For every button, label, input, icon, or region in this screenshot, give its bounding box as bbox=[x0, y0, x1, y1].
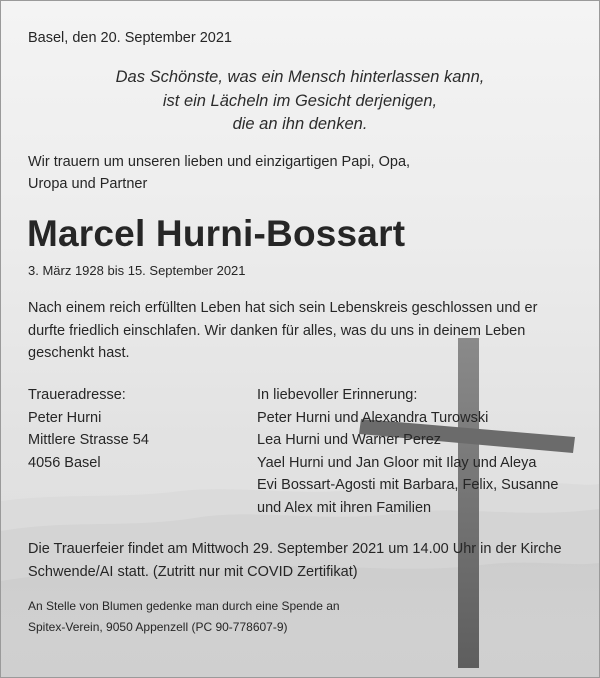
remembrance-line: Lea Hurni und Warner Perez bbox=[257, 432, 442, 448]
ceremony-info bbox=[28, 538, 583, 583]
paragraph-line: durfte friedlich einschlafen. Wir danken für alles, was du uns in deinem Leben bbox=[28, 322, 526, 339]
ceremony-line: Die Trauerfeier findet am Mittwoch 29. September 2021 um 14.00 Uhr in der Kirche bbox=[28, 541, 562, 557]
remembrance-label: In liebevoller Erinnerung: bbox=[257, 387, 418, 403]
address-label: Traueradresse: bbox=[28, 387, 126, 403]
remembrance-line: und Alex mit ihren Familien bbox=[257, 499, 432, 516]
paragraph-line: Nach einem reich erfüllten Leben hat sich sein Lebenskreis geschlossen und er bbox=[28, 300, 538, 316]
quote-line: die an ihn denken. bbox=[232, 115, 368, 133]
donation-line: An Stelle von Blumen gedenke man durch eine Spende an bbox=[28, 599, 340, 613]
quote-line: ist ein Lächeln im Gesicht derjenigen, bbox=[162, 91, 438, 110]
life-dates: 3. März 1928 bis 15. September 2021 bbox=[28, 263, 246, 278]
intro-line: Wir trauern um unseren lieben und einzigartigen Papi, Opa, bbox=[28, 154, 411, 170]
address-line: Mittlere Strasse 54 bbox=[28, 432, 149, 448]
notice-content bbox=[1, 1, 599, 677]
mourning-address bbox=[28, 384, 228, 474]
ceremony-line: Schwende/AI statt. (Zutritt nur mit COVID Zertifikat) bbox=[28, 563, 358, 580]
remembrance-line: Peter Hurni und Alexandra Turowski bbox=[257, 409, 489, 426]
address-line: Peter Hurni bbox=[28, 409, 102, 426]
deceased-name: Marcel Hurni-Bossart bbox=[27, 213, 406, 254]
intro-line: Uropa und Partner bbox=[28, 176, 148, 192]
mourning-intro bbox=[28, 151, 548, 195]
donation-line: Spitex-Verein, 9050 Appenzell (PC 90-778607-9) bbox=[28, 620, 288, 634]
quote-line: Das Schönste, was ein Mensch hinterlassen kann, bbox=[115, 68, 485, 86]
remembrance-line: Evi Bossart-Agosti mit Barbara, Felix, Susanne bbox=[257, 477, 559, 493]
place-date: Basel, den 20. September 2021 bbox=[28, 30, 232, 46]
donation-note bbox=[28, 596, 548, 638]
address-line: 4056 Basel bbox=[28, 454, 101, 471]
remembrance-line: Yael Hurni und Jan Gloor mit Ilay und Aleya bbox=[257, 454, 537, 471]
remembrance-list bbox=[257, 384, 577, 519]
farewell-paragraph bbox=[28, 297, 568, 365]
memorial-quote bbox=[1, 66, 599, 137]
paragraph-line: geschenkt hast. bbox=[28, 345, 130, 361]
